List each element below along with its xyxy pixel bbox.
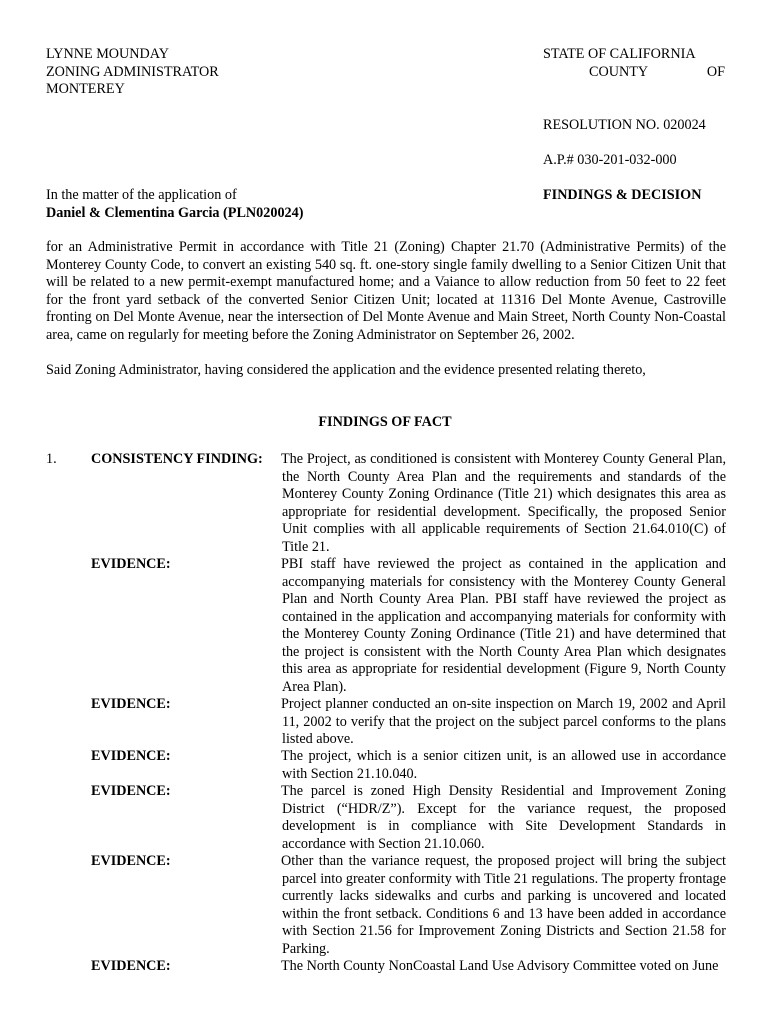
county-word: COUNTY (589, 64, 649, 80)
header-left-block (46, 46, 219, 99)
administrator-title: ZONING ADMINISTRATOR (46, 63, 219, 80)
consistency-finding-label: CONSISTENCY FINDING: (91, 451, 263, 467)
evidence-text: PBI staff have reviewed the project as contained in the application and accompanying materials for consistency with the Monterey County General Plan and North County Area Plan. PBI staff have reviewed the project as contained in the application and accompanying materials for conformity with the Monterey County Zoning Ordinance (Title 21) and have determined that the project is consistent with the North County Area Plan which designates this area as appropriate for residential development (Figure 9, North County Area Plan). (281, 556, 726, 695)
state-label: STATE OF CALIFORNIA (543, 46, 696, 62)
evidence-text: The project, which is a senior citizen unit, is an allowed use in accordance with Section 21.10.040. (281, 748, 726, 782)
resolution-number: RESOLUTION NO. 020024 (543, 117, 706, 133)
evidence-label: EVIDENCE: (91, 696, 171, 712)
evidence-text: The North County NonCoastal Land Use Advisory Committee voted on June (281, 958, 719, 974)
evidence-label: EVIDENCE: (91, 853, 171, 869)
administrator-name: LYNNE MOUNDAY (46, 46, 169, 62)
evidence-text: Other than the variance request, the proposed project will bring the subject parcel into greater conformity with Title 21 regulations. The property frontage currently lacks sidewalks and curbs and parking is uncovered and located within the front setback. Conditions 6 and 13 have been added in accordance with Section 21.56 for Improvement Zoning Districts and Section 21.58 for Parking. (281, 853, 726, 957)
evidence-text: Project planner conducted an on-site inspection on March 19, 2002 and April 11, 2002 to verify that the project on the subject parcel conforms to the plans listed above. (281, 696, 726, 747)
ap-number: A.P.# 030-201-032-000 (543, 152, 677, 168)
findings-decision-heading: FINDINGS & DECISION (543, 187, 702, 203)
of-word: OF (706, 64, 725, 80)
finding-number: 1. (46, 451, 57, 467)
evidence-label: EVIDENCE: (91, 748, 171, 764)
consistency-finding-text: The Project, as conditioned is consistent with Monterey County General Plan, the North County Area Plan and the requirements and standards of the Monterey County Zoning Ordinance (Title 21) which designates this area as appropriate for residential development. Specifically, the proposed Senior Unit complies with all applicable requirements of Section 21.64.010(C) of Title 21. (281, 451, 726, 555)
findings-of-fact-heading: FINDINGS OF FACT (318, 414, 452, 430)
intro-paragraph: for an Administrative Permit in accordance with Title 21 (Zoning) Chapter 21.70 (Administrative Permits) of the Monterey County Code, to convert an existing 540 sq. ft. one-story single family dwelling to a Senior Citizen Unit that will be related to a new permit-exempt manufactured home; and a Vaiance to allow reduction from 50 feet to 22 feet for the front yard setback of the converted Senior Citizen Unit; located at 11316 Del Monte Avenue, Castroville fronting on Del Monte Avenue, near the intersection of Del Monte Avenue and Main Street, North County Non-Coastal area, came on regularly for meeting before the Zoning Administrator on September 26, 2002. (46, 239, 726, 343)
said-paragraph: Said Zoning Administrator, having considered the application and the evidence presented relating thereto, (46, 362, 646, 378)
evidence-label: EVIDENCE: (91, 783, 171, 799)
evidence-text: The parcel is zoned High Density Residential and Improvement Zoning District (“HDR/Z”). Except for the variance request, the proposed development is in compliance with Site Development Standards in accordance with Section 21.10.060. (281, 783, 726, 852)
applicant-name: Daniel & Clementina Garcia (PLN020024) (46, 205, 304, 221)
matter-line: In the matter of the application of (46, 187, 237, 203)
evidence-label: EVIDENCE: (91, 556, 171, 572)
administrator-county: MONTEREY (46, 81, 125, 97)
evidence-label: EVIDENCE: (91, 958, 171, 974)
